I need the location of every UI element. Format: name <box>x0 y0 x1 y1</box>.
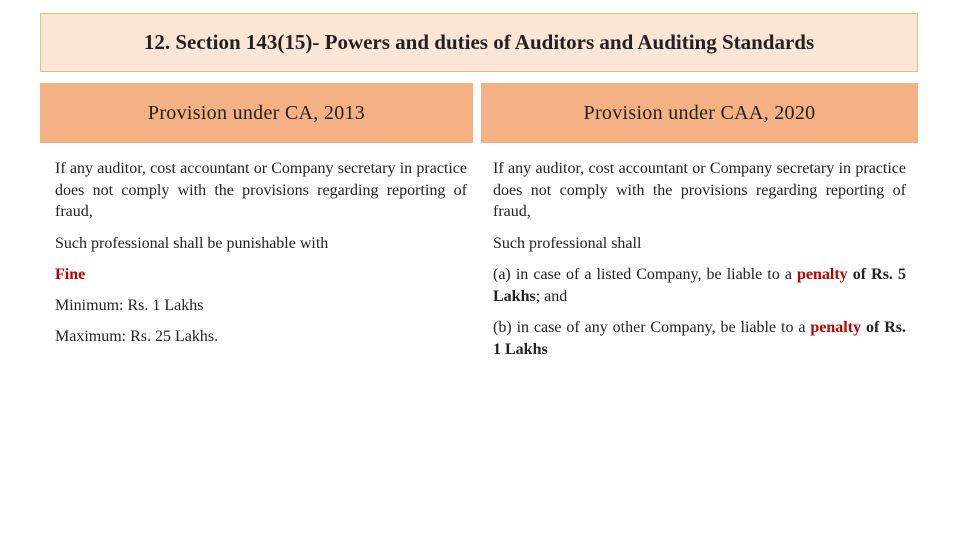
left-maximum: Maximum: Rs. 25 Lakhs. <box>55 328 219 345</box>
title-banner <box>40 13 918 72</box>
left-fine-label: Fine <box>55 266 86 283</box>
left-column-header: Provision under CA, 2013 <box>40 83 473 143</box>
right-column-header: Provision under CAA, 2020 <box>481 83 918 143</box>
page-title: 12. Section 143(15)- Powers and duties of Auditors and Auditing Standards <box>143 30 815 54</box>
item-b-amount: of Rs. 1 Lakhs <box>493 319 907 358</box>
right-para-shall: Such professional shall <box>493 234 642 252</box>
left-column <box>55 158 467 358</box>
item-a-penalty: penalty <box>797 266 848 283</box>
right-para-fraud: If any auditor, cost accountant or Company secretary in practice does not comply with the provisions regarding reporting of fraud, <box>493 160 906 220</box>
right-item-b <box>493 317 906 360</box>
item-a-suffix: ; and <box>535 287 568 305</box>
item-a-prefix: (a) in case of a listed Company, be liable to a <box>493 266 792 283</box>
item-b-prefix: (b) in case of any other Company, be liable to a <box>493 319 806 336</box>
item-b-penalty: penalty <box>810 319 862 336</box>
right-column <box>493 158 906 370</box>
right-item-a <box>493 264 906 307</box>
left-para-punishable: Such professional shall be punishable with <box>55 234 329 252</box>
left-minimum: Minimum: Rs. 1 Lakhs <box>55 296 204 314</box>
item-a-amount: of Rs. 5 Lakhs <box>493 266 907 305</box>
left-para-fraud: If any auditor, cost accountant or Company secretary in practice does not comply with the provisions regarding reporting of fraud, <box>55 160 467 220</box>
